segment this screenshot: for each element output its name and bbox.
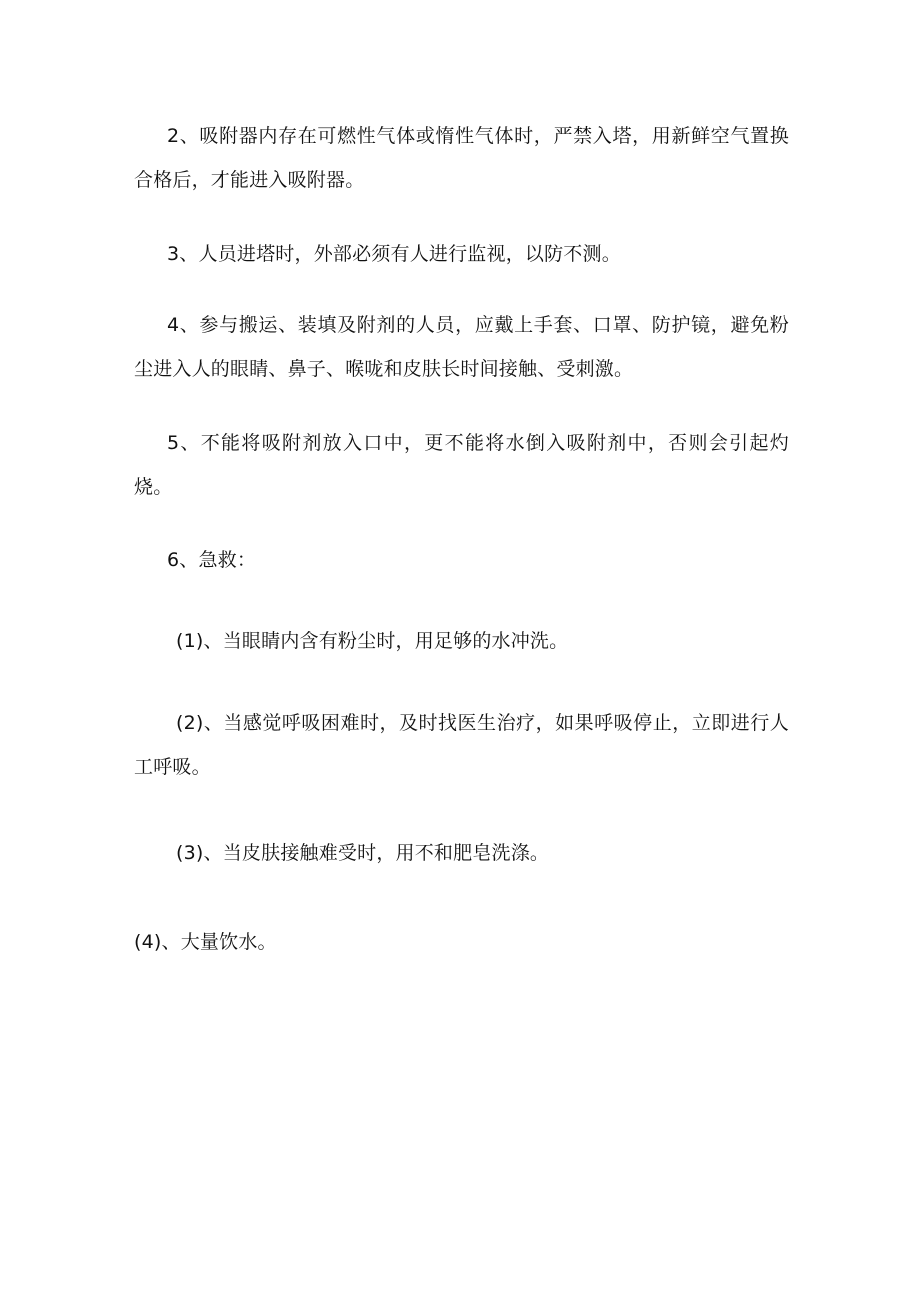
paragraph-item-6-first-aid: 6、急救：	[167, 549, 257, 571]
paragraph-first-aid-1: (1)、当眼睛内含有粉尘时，用足够的水冲洗。	[176, 630, 569, 652]
paragraph-first-aid-2: (2)、当感觉呼吸困难时，及时找医生治疗，如果呼吸停止，立即进行人工呼吸。	[134, 712, 789, 778]
paragraph-item-2: 2、吸附器内存在可燃性气体或惰性气体时，严禁入塔，用新鲜空气置换合格后，才能进入吸附器。	[134, 125, 789, 191]
paragraph-item-4: 4、参与搬运、装填及附剂的人员，应戴上手套、口罩、防护镜，避免粉尘进入人的眼睛、鼻子、喉咙和皮肤长时间接触、受刺激。	[134, 314, 789, 380]
paragraph-item-5: 5、不能将吸附剂放入口中，更不能将水倒入吸附剂中，否则会引起灼烧。	[134, 432, 789, 498]
paragraph-first-aid-3: (3)、当皮肤接触难受时，用不和肥皂洗涤。	[176, 842, 550, 864]
paragraph-item-3: 3、人员进塔时，外部必须有人进行监视，以防不测。	[167, 243, 621, 265]
paragraph-first-aid-4: (4)、大量饮水。	[134, 931, 277, 953]
